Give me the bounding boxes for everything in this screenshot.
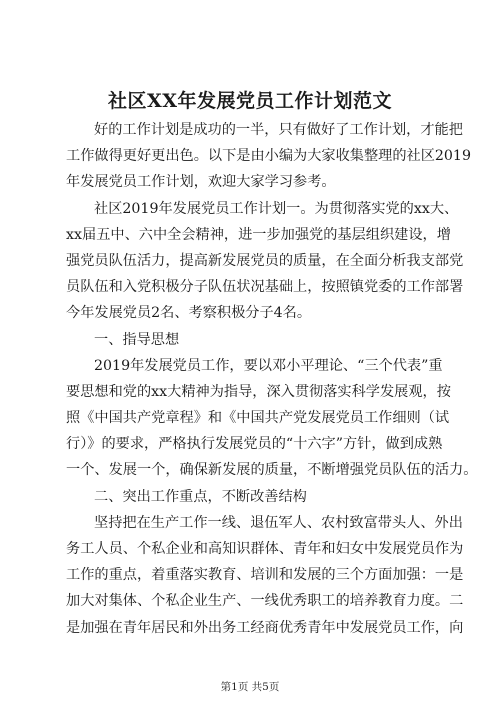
section-heading: 一、指导思想 bbox=[94, 331, 180, 348]
text-line: 强党员队伍活力，提高新发展党员的质量，在全面分析我支部党 bbox=[66, 252, 464, 269]
text-line: 2019年发展党员工作，要以邓小平理论、“三个代表”重 bbox=[94, 357, 443, 374]
text-line: 好的工作计划是成功的一半，只有做好了工作计划，才能把 bbox=[94, 122, 463, 138]
text-line: 行）》的要求，严格执行发展党员的“十六字”方针，做到成熟 bbox=[66, 436, 443, 453]
text-line: 务工人员、个私企业和高知识群体、青年和妇女中发展党员作为 bbox=[66, 541, 464, 557]
text-line: 要思想和党的xx大精神为指导，深入贯彻落实科学发展观，按 bbox=[66, 383, 451, 400]
text-line: 照《中国共产党章程》和《中国共产党发展党员工作细则（试 bbox=[66, 410, 450, 427]
text-line: 工作做得更好更出色。以下是由小编为大家收集整理的社区2019 bbox=[66, 148, 471, 165]
text-line: 年发展党员工作计划，欢迎大家学习参考。 bbox=[66, 174, 336, 191]
text-line: xx届五中、六中全会精神，进一步加强党的基层组织建设，增 bbox=[66, 226, 451, 243]
text-line: 是加强在青年居民和外出务工经商优秀青年中发展党员工作，向 bbox=[66, 619, 464, 636]
text-line: 工作的重点，着重落实教育、培训和发展的三个方面加强：一是 bbox=[66, 567, 464, 584]
text-line: 加大对集体、个私企业生产、一线优秀职工的培养教育力度。二 bbox=[66, 593, 464, 610]
text-line: 一个、发展一个，确保新发展的质量，不断增强党员队伍的活力。 bbox=[66, 462, 478, 479]
text-line: 员队伍和入党积极分子队伍状况基础上，按照镇党委的工作部署 bbox=[66, 279, 464, 296]
section-heading: 二、突出工作重点，不断改善结构 bbox=[94, 488, 307, 505]
page-footer: 第1页 共5页 bbox=[220, 681, 280, 693]
text-line: 社区2019年发展党员工作计划一。为贯彻落实党的xx大、 bbox=[94, 200, 459, 217]
text-line: 坚持把在生产工作一线、退伍军人、农村致富带头人、外出 bbox=[94, 514, 463, 531]
text-line: 今年发展党员2名、考察积极分子4名。 bbox=[66, 305, 312, 322]
document-title: 社区XX年发展党员工作计划范文 bbox=[108, 90, 392, 112]
document-body bbox=[66, 117, 478, 641]
